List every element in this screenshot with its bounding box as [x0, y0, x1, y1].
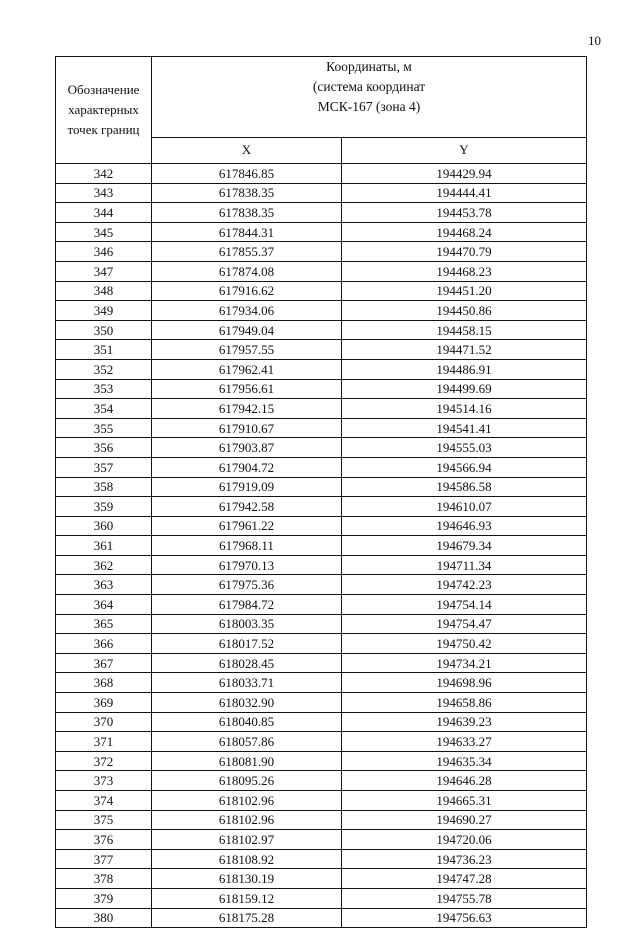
x-cell: 618040.85: [152, 712, 342, 732]
page-number: 10: [588, 33, 601, 48]
x-cell: 617962.41: [152, 359, 342, 379]
point-cell: 377: [56, 849, 152, 869]
point-cell: 348: [56, 281, 152, 301]
point-header-line: точек границ: [67, 122, 140, 137]
x-cell: 618175.28: [152, 908, 342, 928]
x-cell: 617910.67: [152, 418, 342, 438]
y-cell: 194451.20: [342, 281, 587, 301]
coordinates-column-header: [152, 57, 587, 138]
table-row: [56, 653, 587, 673]
point-cell: 366: [56, 634, 152, 654]
point-cell: 351: [56, 340, 152, 360]
table-row: [56, 203, 587, 223]
x-cell: 617957.55: [152, 340, 342, 360]
point-cell: 379: [56, 888, 152, 908]
point-cell: 353: [56, 379, 152, 399]
x-cell: 617949.04: [152, 320, 342, 340]
table-row: [56, 810, 587, 830]
y-cell: 194586.58: [342, 477, 587, 497]
table-row: [56, 830, 587, 850]
x-cell: 618057.86: [152, 732, 342, 752]
table-row: [56, 771, 587, 791]
y-cell: 194610.07: [342, 497, 587, 517]
x-cell: 618095.26: [152, 771, 342, 791]
point-cell: 350: [56, 320, 152, 340]
x-cell: 618032.90: [152, 693, 342, 713]
point-cell: 380: [56, 908, 152, 928]
x-cell: 618017.52: [152, 634, 342, 654]
point-cell: 363: [56, 575, 152, 595]
x-cell: 617903.87: [152, 438, 342, 458]
point-header-line: характерных: [68, 102, 139, 117]
point-cell: 355: [56, 418, 152, 438]
x-cell: 617942.58: [152, 497, 342, 517]
table-row: [56, 732, 587, 752]
point-cell: 372: [56, 751, 152, 771]
y-cell: 194458.15: [342, 320, 587, 340]
table-row: [56, 614, 587, 634]
table-row: [56, 634, 587, 654]
table-row: [56, 301, 587, 321]
point-cell: 376: [56, 830, 152, 850]
y-cell: 194471.52: [342, 340, 587, 360]
table-row: [56, 536, 587, 556]
point-cell: 360: [56, 516, 152, 536]
point-cell: 344: [56, 203, 152, 223]
x-cell: 617919.09: [152, 477, 342, 497]
y-cell: 194736.23: [342, 849, 587, 869]
coords-header-line: МСК-167 (зона 4): [317, 99, 421, 114]
table-row: [56, 791, 587, 811]
y-cell: 194698.96: [342, 673, 587, 693]
y-cell: 194665.31: [342, 791, 587, 811]
y-cell: 194499.69: [342, 379, 587, 399]
table-row: [56, 712, 587, 732]
point-cell: 352: [56, 359, 152, 379]
table-row: [56, 340, 587, 360]
x-cell: 617934.06: [152, 301, 342, 321]
x-cell: 618108.92: [152, 849, 342, 869]
point-column-header: [56, 57, 152, 164]
x-cell: 617904.72: [152, 457, 342, 477]
point-cell: 367: [56, 653, 152, 673]
point-cell: 369: [56, 693, 152, 713]
y-cell: 194754.47: [342, 614, 587, 634]
y-cell: 194756.63: [342, 908, 587, 928]
table-row: [56, 575, 587, 595]
table-row: [56, 399, 587, 419]
point-cell: 349: [56, 301, 152, 321]
x-cell: 618102.97: [152, 830, 342, 850]
coords-header-line: Координаты, м: [326, 59, 412, 74]
x-cell: 617846.85: [152, 164, 342, 184]
table-row: [56, 457, 587, 477]
point-cell: 345: [56, 222, 152, 242]
table-row: [56, 359, 587, 379]
y-cell: 194646.93: [342, 516, 587, 536]
point-cell: 378: [56, 869, 152, 889]
x-cell: 617838.35: [152, 203, 342, 223]
y-cell: 194742.23: [342, 575, 587, 595]
x-cell: 618033.71: [152, 673, 342, 693]
y-cell: 194658.86: [342, 693, 587, 713]
table-row: [56, 849, 587, 869]
y-cell: 194450.86: [342, 301, 587, 321]
point-header-line: Обозначение: [67, 82, 140, 97]
table-row: [56, 888, 587, 908]
y-cell: 194514.16: [342, 399, 587, 419]
x-cell: 618130.19: [152, 869, 342, 889]
y-cell: 194754.14: [342, 595, 587, 615]
y-cell: 194541.41: [342, 418, 587, 438]
table-row: [56, 595, 587, 615]
point-cell: 375: [56, 810, 152, 830]
x-column-header: X: [152, 137, 342, 163]
x-cell: 617855.37: [152, 242, 342, 262]
table-row: [56, 242, 587, 262]
table-row: [56, 164, 587, 184]
x-cell: 618028.45: [152, 653, 342, 673]
y-cell: 194555.03: [342, 438, 587, 458]
table-row: [56, 477, 587, 497]
x-cell: 617874.08: [152, 261, 342, 281]
point-cell: 356: [56, 438, 152, 458]
x-cell: 617956.61: [152, 379, 342, 399]
point-cell: 343: [56, 183, 152, 203]
table-row: [56, 908, 587, 928]
y-cell: 194468.24: [342, 222, 587, 242]
table-row: [56, 261, 587, 281]
y-cell: 194633.27: [342, 732, 587, 752]
table-row: [56, 183, 587, 203]
y-cell: 194486.91: [342, 359, 587, 379]
table-row: [56, 693, 587, 713]
y-cell: 194470.79: [342, 242, 587, 262]
y-cell: 194711.34: [342, 555, 587, 575]
point-cell: 357: [56, 457, 152, 477]
point-cell: 354: [56, 399, 152, 419]
table-row: [56, 281, 587, 301]
y-cell: 194750.42: [342, 634, 587, 654]
x-cell: 618102.96: [152, 791, 342, 811]
table-row: [56, 418, 587, 438]
point-cell: 368: [56, 673, 152, 693]
point-cell: 342: [56, 164, 152, 184]
x-cell: 618081.90: [152, 751, 342, 771]
y-cell: 194429.94: [342, 164, 587, 184]
y-cell: 194453.78: [342, 203, 587, 223]
table-body: [56, 164, 587, 928]
table-row: [56, 516, 587, 536]
point-cell: 347: [56, 261, 152, 281]
x-cell: 617838.35: [152, 183, 342, 203]
point-cell: 359: [56, 497, 152, 517]
y-cell: 194639.23: [342, 712, 587, 732]
coordinates-table: [55, 56, 587, 928]
x-cell: 617968.11: [152, 536, 342, 556]
y-cell: 194566.94: [342, 457, 587, 477]
point-cell: 362: [56, 555, 152, 575]
point-cell: 370: [56, 712, 152, 732]
x-cell: 617970.13: [152, 555, 342, 575]
y-cell: 194679.34: [342, 536, 587, 556]
coords-header-line: (система координат: [312, 79, 426, 94]
table-row: [56, 869, 587, 889]
point-cell: 361: [56, 536, 152, 556]
table-row: [56, 751, 587, 771]
y-cell: 194468.23: [342, 261, 587, 281]
x-cell: 617844.31: [152, 222, 342, 242]
y-column-header: Y: [342, 137, 587, 163]
y-cell: 194720.06: [342, 830, 587, 850]
x-cell: 617984.72: [152, 595, 342, 615]
y-cell: 194690.27: [342, 810, 587, 830]
table-row: [56, 438, 587, 458]
point-cell: 371: [56, 732, 152, 752]
point-cell: 358: [56, 477, 152, 497]
x-cell: 617916.62: [152, 281, 342, 301]
y-cell: 194755.78: [342, 888, 587, 908]
x-cell: 618102.96: [152, 810, 342, 830]
table-row: [56, 379, 587, 399]
point-cell: 364: [56, 595, 152, 615]
x-cell: 617975.36: [152, 575, 342, 595]
table-row: [56, 497, 587, 517]
table-row: [56, 320, 587, 340]
table-row: [56, 555, 587, 575]
x-cell: 617961.22: [152, 516, 342, 536]
table-row: [56, 222, 587, 242]
point-cell: 374: [56, 791, 152, 811]
y-cell: 194747.28: [342, 869, 587, 889]
point-cell: 365: [56, 614, 152, 634]
x-cell: 618159.12: [152, 888, 342, 908]
y-cell: 194444.41: [342, 183, 587, 203]
x-cell: 617942.15: [152, 399, 342, 419]
table-header: [56, 57, 587, 164]
x-cell: 618003.35: [152, 614, 342, 634]
y-cell: 194734.21: [342, 653, 587, 673]
y-cell: 194646.28: [342, 771, 587, 791]
point-cell: 346: [56, 242, 152, 262]
table-row: [56, 673, 587, 693]
y-cell: 194635.34: [342, 751, 587, 771]
point-cell: 373: [56, 771, 152, 791]
